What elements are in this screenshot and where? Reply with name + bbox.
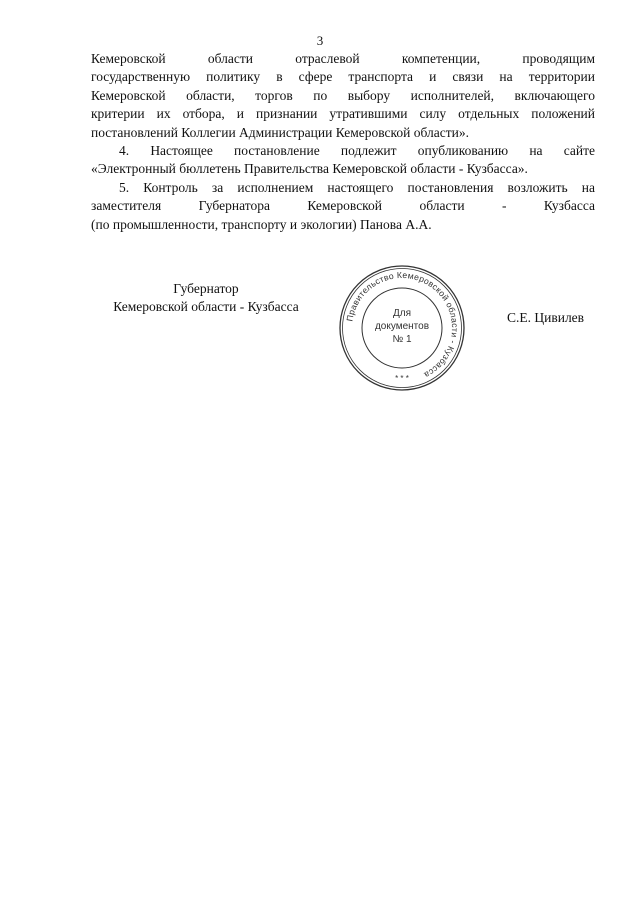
paragraph-continuation-line-4: критерии их отбора, и признании утратившими силу отдельных положений — [91, 106, 595, 122]
signature-title-line-1: Губернатор — [173, 281, 239, 296]
official-seal-stamp — [337, 263, 467, 393]
paragraph-continuation-line-5: постановлений Коллегии Администрации Кемеровской области». — [91, 124, 469, 140]
paragraph-5-line-2: заместителя Губернатора Кемеровской области - Кузбасса — [91, 198, 595, 214]
seal-bottom-stars: * * * — [395, 374, 409, 383]
seal-center-line-3: № 1 — [392, 334, 412, 345]
signer-name: С.Е. Цивилев — [507, 310, 585, 325]
seal-center-line-1: Для — [392, 308, 412, 319]
paragraph-continuation-line-3: Кемеровской области, торгов по выбору исполнителей, включающего — [91, 87, 595, 103]
seal-center-line-2: документов — [374, 321, 430, 332]
page-number: 3 — [316, 33, 324, 48]
paragraph-4-line-1: 4. Настоящее постановление подлежит опубликованию на сайте — [119, 143, 595, 159]
paragraph-continuation-line-1: Кемеровской области отраслевой компетенции, проводящим — [91, 51, 595, 66]
paragraph-continuation-line-2: государственную политику в сфере транспорта и связи на территории — [91, 69, 595, 85]
paragraph-5-line-3: (по промышленности, транспорту и экологии) Панова А.А. — [91, 216, 432, 232]
signature-title — [91, 280, 321, 317]
seal-ring-textpath: Правительство Кемеровской области - Кузбасса — [344, 269, 461, 381]
paragraph-4-line-2: «Электронный бюллетень Правительства Кемеровской области - Кузбасса». — [91, 161, 528, 177]
paragraph-5-line-1: 5. Контроль за исполнением настоящего постановления возложить на — [119, 179, 595, 195]
document-body — [91, 50, 595, 234]
signature-title-line-2: Кемеровской области - Кузбасса — [113, 299, 299, 315]
